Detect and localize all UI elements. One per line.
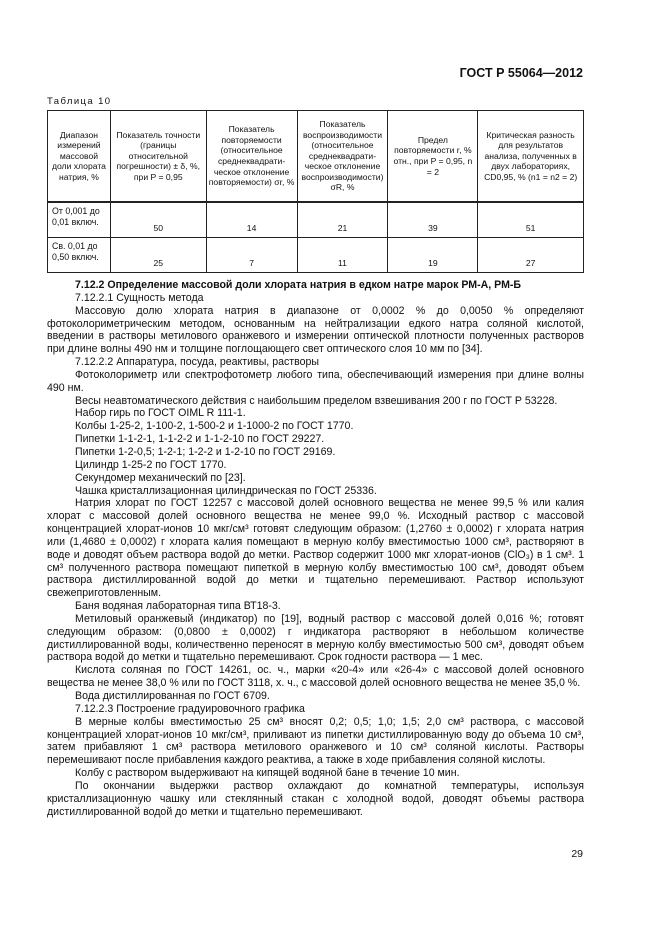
section-heading: 7.12.2 Определение массовой доли хлората натрия в едком натре марок РМ-А, РМ-Б bbox=[75, 279, 522, 291]
subsection-title: 7.12.2.2 Аппаратура, посуда, реактивы, растворы bbox=[75, 356, 320, 369]
subsection-title: 7.12.2.1 Сущность метода bbox=[75, 291, 204, 304]
paragraph: Фотоколориметр или спектрофотометр любого типа, обеспечивающий измерения при длине волны 490 нм. bbox=[47, 368, 584, 394]
precision-table bbox=[47, 110, 584, 273]
paragraph: Секундомер механический по [23]. bbox=[75, 471, 246, 484]
paragraph: Пипетки 1-2-0,5; 1-2-1; 1-2-2 и 1-2-10 по ГОСТ 29169. bbox=[75, 445, 336, 458]
cell-delta: 25 bbox=[110, 238, 206, 273]
table-caption: Таблица 10 bbox=[47, 96, 112, 107]
paragraph: В мерные колбы вместимостью 25 см³ вносят 0,2; 0,5; 1,0; 1,5; 2,0 см³ раствора, с массовой концентрацией хлорат-ионов 10 мкг/см³, приливают из пипетки дистиллированную воду до объема 10 см³, затем прибавляют 1 см³ раствора метилового оранжевого и 10 см³ соляной кислоты. Растворы перемешивают после прибавления каждого реактива, а также в ходе прибавления соляной кислоты. bbox=[47, 715, 584, 767]
col-header-accuracy: Показатель точности (границы относительной погрешности) ± δ, %, при P = 0,95 bbox=[110, 111, 206, 203]
col-header-range: Диапазон измерений массовой доли хлората натрия, % bbox=[48, 111, 111, 203]
table-row bbox=[48, 238, 584, 273]
paragraph: Весы неавтоматического действия с наибольшим пределом взвешивания 200 г по ГОСТ Р 53228. bbox=[75, 394, 558, 407]
document-body bbox=[47, 279, 584, 818]
paragraph: Набор гирь по ГОСТ OIML R 111-1. bbox=[75, 407, 246, 420]
paragraph: Чашка кристаллизационная цилиндрическая по ГОСТ 25336. bbox=[75, 484, 377, 497]
cell-r: 19 bbox=[388, 238, 478, 273]
cell-range: Св. 0,01 до 0,50 включ. bbox=[48, 238, 111, 273]
cell-sigma-r: 14 bbox=[206, 202, 297, 238]
paragraph: Пипетки 1-1-2-1, 1-1-2-2 и 1-1-2-10 по ГОСТ 29227. bbox=[75, 433, 325, 446]
col-header-repeatability-limit: Предел повторяемости r, % отн., при P = 0,95, n = 2 bbox=[388, 111, 478, 203]
subsection-title: 7.12.2.3 Построение градуировочного графика bbox=[75, 702, 305, 715]
cell-sigma-r: 7 bbox=[206, 238, 297, 273]
paragraph: Колбу с раствором выдерживают на кипящей водяной бане в течение 10 мин. bbox=[75, 767, 460, 780]
col-header-critical-difference: Критическая разность для результатов анализа, полученных в двух лабораториях, CD0,95, % (n1 = n2 = 2) bbox=[478, 111, 584, 203]
document-header: ГОСТ Р 55064—2012 bbox=[459, 66, 583, 80]
paragraph: По окончании выдержки раствор охлаждают до комнатной температуры, используя кристаллизационную чашку или стеклянный стакан с холодной водой, доводят объемы раствора дистиллированной водой до метки и тщательно перемешивают. bbox=[47, 779, 584, 818]
col-header-repeatability: Показатель повторяемости (относительное среднеквадрати-ческое отклонение повторяемости) σr, % bbox=[206, 111, 297, 203]
cell-delta: 50 bbox=[110, 202, 206, 238]
cell-cd: 27 bbox=[478, 238, 584, 273]
paragraph: Натрия хлорат по ГОСТ 12257 с массовой долей основного вещества не менее 99,5 % или калия хлорат с массовой долей основного вещества не менее 99,0 %. Исходный раствор с массовой концентрацией хлорат-ионов 10 мкг/см³ готовят следующим образом: (1,2760 ± 0,0002) г хлората натрия или (1,4680 ± 0,0002) г хлората калия помещают в мерную колбу вместимостью 1000 см³, растворяют в воде и доводят объем раствора водой до метки. Раствор содержит 1000 мкг хлорат-ионов (ClO₃) в 1 см³. 1 см³ полученного раствора помещают пипеткой в мерную колбу вместимостью 100 см³, доводят объем раствора дистиллированной водой до метки и тщательно перемешивают. Раствор используют свежеприготовленным. bbox=[47, 497, 584, 600]
col-header-reproducibility: Показатель воспроизводимости (относительное среднеквадрати-ческое отклонение воспроизводимости) σR, % bbox=[297, 111, 388, 203]
paragraph: Массовую долю хлората натрия в диапазоне от 0,0002 % до 0,0050 % определяют фотоколориметрическим методом, основанным на нейтрализации едкого натра соляной кислотой, введении в растворы метилового оранжевого и измерении оптической плотности полученных растворов при длине волны 490 нм и толщине поглощающего свет оптического слоя 10 мм по [34]. bbox=[47, 304, 584, 356]
cell-cd: 51 bbox=[478, 202, 584, 238]
cell-sigma-R: 11 bbox=[297, 238, 388, 273]
paragraph: Колбы 1-25-2, 1-100-2, 1-500-2 и 1-1000-2 по ГОСТ 1770. bbox=[75, 420, 354, 433]
paragraph: Баня водяная лабораторная типа ВТ18-3. bbox=[75, 600, 281, 613]
paragraph: Кислота соляная по ГОСТ 14261, ос. ч., марки «20-4» или «26-4» с массовой долей основного вещества не менее 38,0 % или по ГОСТ 3118, х. ч., с массовой долей основного вещества не менее 35,0 %. bbox=[47, 664, 584, 690]
page-number: 29 bbox=[571, 848, 583, 860]
cell-sigma-R: 21 bbox=[297, 202, 388, 238]
paragraph: Вода дистиллированная по ГОСТ 6709. bbox=[75, 690, 270, 702]
table-header-row bbox=[48, 111, 584, 203]
paragraph: Цилиндр 1-25-2 по ГОСТ 1770. bbox=[75, 458, 227, 471]
cell-range: От 0,001 до 0,01 включ. bbox=[48, 202, 111, 238]
cell-r: 39 bbox=[388, 202, 478, 238]
paragraph: Метиловый оранжевый (индикатор) по [19], водный раствор с массовой долей 0,016 %; готовят следующим образом: (0,0800 ± 0,0002) г индикатора растворяют в небольшом количестве дистиллированной воды, количественно переносят в мерную колбу вместимостью 500 см³, доводят объем раствора водой до метки и тщательно перемешивают. Срок годности раствора — 1 мес. bbox=[47, 612, 584, 664]
table-row bbox=[48, 202, 584, 238]
